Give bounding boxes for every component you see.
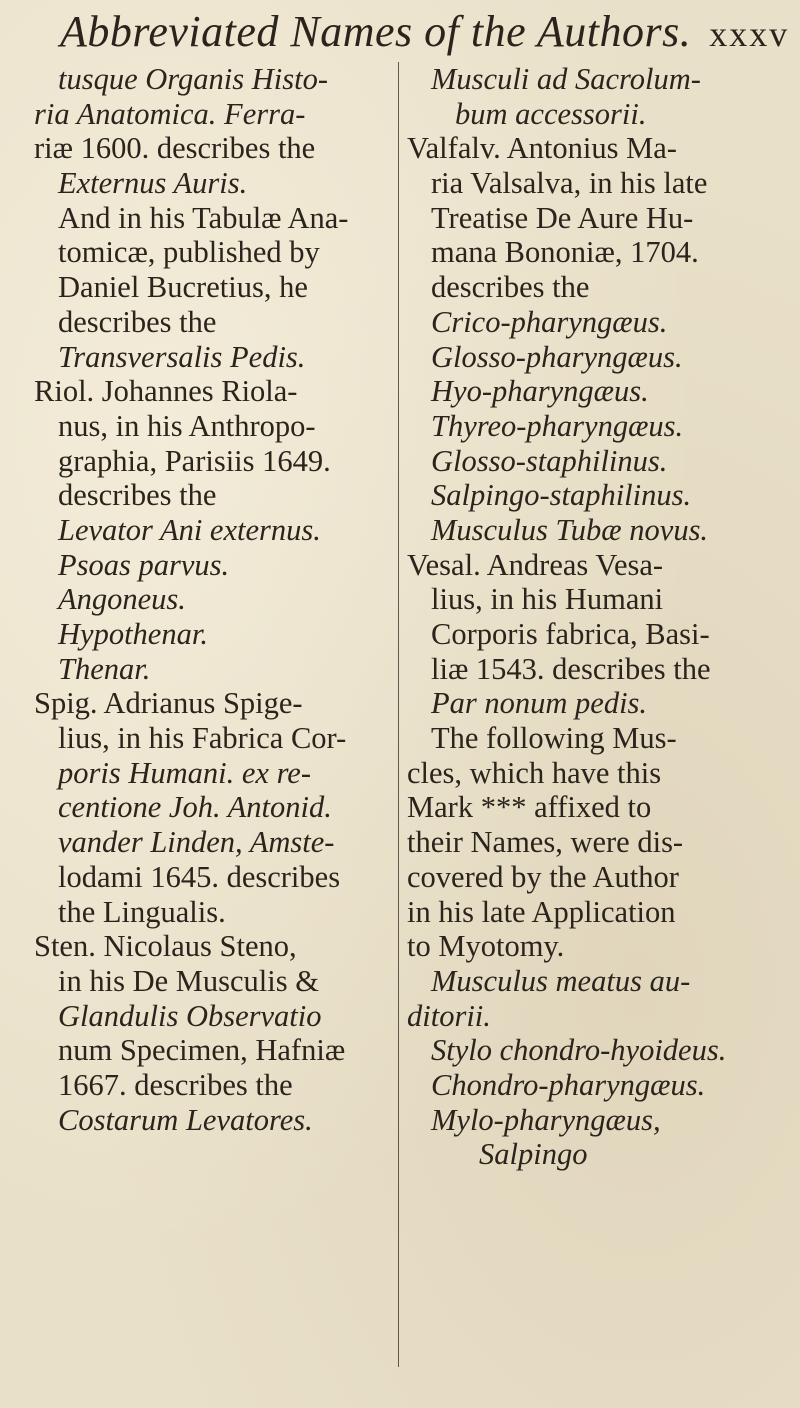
text-line: centione Joh. Antonid. bbox=[58, 790, 332, 825]
text-line: Glandulis Observatio bbox=[58, 998, 322, 1033]
text-line: to Myotomy. bbox=[407, 929, 565, 964]
running-title: Abbreviated Names of the Authors. bbox=[60, 7, 692, 56]
text-line: Musculi ad Sacrolum- bbox=[431, 62, 701, 96]
text-line: Daniel Bucretius, he bbox=[58, 270, 308, 305]
text-line: Sten. Nicolaus Steno, bbox=[34, 929, 297, 964]
text-line: graphia, Parisiis 1649. bbox=[58, 443, 331, 478]
text-line: poris Humani. ex re- bbox=[58, 755, 311, 790]
text-line: Riol. Johannes Riola- bbox=[34, 374, 298, 409]
text-line: ria Valsalva, in his late bbox=[431, 166, 708, 201]
text-line: Spig. Adrianus Spige- bbox=[34, 686, 303, 721]
text-line: Salpingo bbox=[479, 1137, 588, 1172]
text-line: Crico-pharyngæus. bbox=[431, 304, 668, 339]
text-line: Thenar. bbox=[58, 651, 151, 686]
text-line: bum accessorii. bbox=[455, 96, 647, 131]
text-line: The following Mus- bbox=[431, 721, 677, 756]
text-line: Valfalv. Antonius Ma- bbox=[407, 131, 677, 166]
text-line: vander Linden, Amste- bbox=[58, 825, 335, 860]
page-number: xxxv bbox=[709, 14, 790, 54]
text-line: the Lingualis. bbox=[58, 894, 226, 929]
text-line: Psoas parvus. bbox=[58, 547, 230, 582]
text-line: Thyreo-pharyngæus. bbox=[431, 408, 684, 443]
text-line: Mark *** affixed to bbox=[407, 790, 652, 825]
text-line: Musculus meatus au- bbox=[431, 963, 691, 998]
text-line: Corporis fabrica, Basi- bbox=[431, 617, 710, 651]
text-line: Hypothenar. bbox=[58, 617, 208, 651]
text-line: Costarum Levatores. bbox=[58, 1102, 313, 1137]
text-line: Treatise De Aure Hu- bbox=[431, 200, 694, 235]
text-line: lius, in his Fabrica Cor- bbox=[58, 721, 347, 756]
text-line: their Names, were dis- bbox=[407, 825, 684, 860]
text-line: covered by the Author bbox=[407, 859, 679, 894]
text-line: cles, which have this bbox=[407, 755, 662, 790]
right-column bbox=[407, 62, 792, 1172]
text-line: 1667. describes the bbox=[58, 1067, 293, 1102]
text-line: Hyo-pharyngæus. bbox=[431, 374, 649, 409]
text-line: tusque Organis Histo- bbox=[58, 62, 328, 96]
text-line: Stylo chondro-hyoideus. bbox=[431, 1033, 727, 1068]
text-line: Salpingo-staphilinus. bbox=[431, 478, 692, 513]
text-line: Mylo-pharyngæus, bbox=[431, 1102, 661, 1137]
text-line: liæ 1543. describes the bbox=[431, 651, 711, 686]
left-column bbox=[10, 62, 395, 1137]
text-line: riæ 1600. describes the bbox=[34, 131, 316, 166]
text-line: lodami 1645. describes bbox=[58, 859, 341, 894]
text-line: mana Bononiæ, 1704. bbox=[431, 235, 699, 270]
text-line: ria Anatomica. Ferra- bbox=[34, 96, 306, 131]
text-line: describes the bbox=[58, 304, 217, 339]
text-line: in his late Application bbox=[407, 894, 676, 929]
running-header bbox=[60, 6, 790, 58]
text-line: Par nonum pedis. bbox=[431, 686, 648, 721]
text-line: tomicæ, published by bbox=[58, 235, 320, 270]
text-line: lius, in his Humani bbox=[431, 582, 664, 617]
text-line: And in his Tabulæ Ana- bbox=[58, 200, 349, 235]
text-line: describes the bbox=[431, 270, 590, 305]
text-line: nus, in his Anthropo- bbox=[58, 408, 316, 443]
text-line: Vesal. Andreas Vesa- bbox=[407, 547, 664, 582]
text-line: ditorii. bbox=[407, 998, 491, 1033]
text-line: num Specimen, Hafniæ bbox=[58, 1033, 346, 1068]
text-line: in his De Musculis & bbox=[58, 963, 319, 998]
text-line: Glosso-staphilinus. bbox=[431, 443, 668, 478]
text-line: Angoneus. bbox=[58, 582, 186, 617]
text-line: Chondro-pharyngæus. bbox=[431, 1067, 706, 1102]
column-divider bbox=[398, 62, 399, 1367]
text-line: Transversalis Pedis. bbox=[58, 339, 306, 374]
text-line: Externus Auris. bbox=[58, 166, 248, 201]
text-line: Levator Ani externus. bbox=[58, 512, 321, 547]
text-line: Glosso-pharyngæus. bbox=[431, 339, 683, 374]
text-line: describes the bbox=[58, 478, 217, 513]
text-line: Musculus Tubæ novus. bbox=[431, 512, 709, 547]
